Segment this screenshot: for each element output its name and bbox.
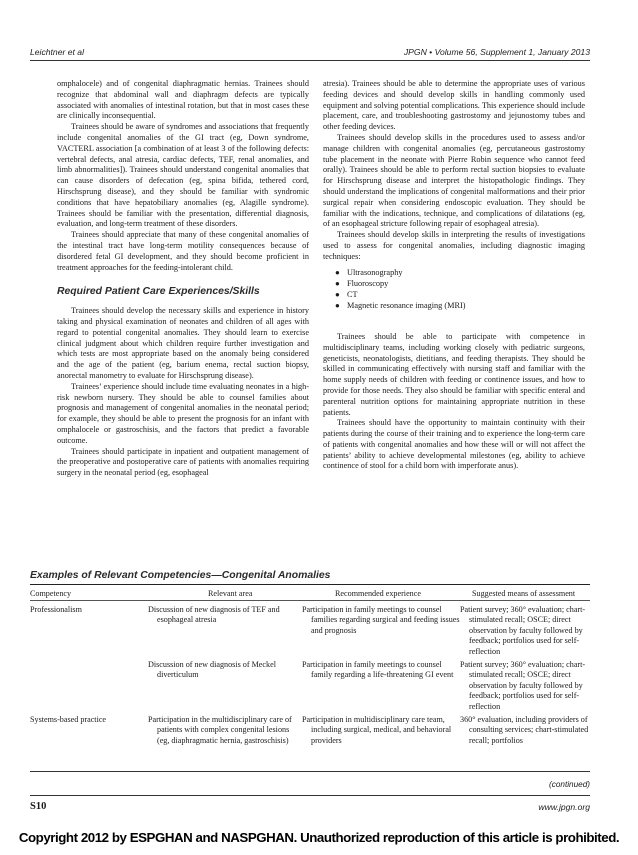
table-continued-note: (continued) — [549, 780, 590, 789]
cell-competency: Professionalism — [30, 605, 82, 614]
copyright-notice: Copyright 2012 by ESPGHAN and NASPGHAN. Unauthorized reproduction of this article is prohibited. — [18, 830, 620, 845]
cell-experience: Participation in multidisciplinary care team, including surgical, medical, and behavioral providers — [302, 715, 452, 745]
column-header: Relevant area — [208, 589, 253, 598]
table-top-rule — [30, 584, 590, 585]
running-header-authors: Leichtner et al — [30, 47, 84, 57]
right-column — [323, 79, 585, 472]
bullet-icon: ● — [335, 267, 340, 277]
running-header-journal: JPGN • Volume 56, Supplement 1, January 2013 — [403, 47, 590, 57]
paragraph: Trainees should participate in inpatient and outpatient management of the preoperative and postoperative care of patients with anomalies requiring surgery in the neonatal period (eg, esophageal — [57, 446, 309, 478]
paragraph: Trainees should develop the necessary skills and experience in history taking and physical examination of neonates and children of all ages with regard to potential congenital anomalies. They should learn to exercise clinical judgment about which children require further investigation and which tests are most appropriate based on the anomaly being considered and the age of the patient (eg, barium enema, rectal suction biopsy, anorectal manometry to evaluate for Hirschsprung disease). — [57, 306, 309, 380]
table-row — [30, 605, 590, 663]
cell-assessment: Patient survey; 360° evaluation; chart-stimulated recall; OSCE; direct observation by faculty followed by feedback; portfolios used for self-reflection — [460, 605, 586, 656]
table-row — [30, 715, 590, 775]
column-header: Recommended experience — [335, 589, 421, 598]
paragraph: Trainees’ experience should include time evaluating neonates in a high-risk newborn nursery. They should be able to counsel families about prognosis and management of congenital anomalies in the neonatal period; for example, they should be able to present the prognosis for an infant with omphalocele or gastroschisis, and the factors that predict a favorable outcome. — [57, 381, 309, 445]
table-title: Examples of Relevant Competencies—Congenital Anomalies — [30, 570, 331, 581]
imaging-techniques-list — [323, 267, 585, 311]
paragraph: Trainees should be aware of syndromes and associations that frequently include congenital anomalies of the GI tract (eg, Down syndrome, VACTERL association [a combination of at least 3 of the following defects: vertebral defects, anal atresia, cardiac defects, TEF, renal anomalies, and limb abnormalities]). Trainees should understand congenital anomalies that can cause disorders of defecation (eg, spina bifida, tethered cord, Hirschsprung disease), and they should be familiar with syndromic conditions that have hepatobiliary anomalies (eg, Alagille syndrome). Trainees should be familiar with the presentation, differential diagnosis, evaluation, and long-term treatment of these disorders. — [57, 122, 309, 229]
paragraph: omphalocele) and of congenital diaphragmatic hernias. Trainees should recognize that abdominal wall and diaphragm defects are typically associated with anomalies of intestinal rotation, but that in most cases these are clinically inconsequential. — [57, 79, 309, 121]
column-header: Suggested means of assessment — [472, 589, 576, 598]
cell-area: Discussion of new diagnosis of TEF and esophageal atresia — [148, 605, 280, 625]
table-bottom-rule — [30, 771, 590, 772]
list-item: ● Magnetic resonance imaging (MRI) — [335, 300, 466, 310]
bullet-icon: ● — [335, 300, 340, 310]
cell-assessment: 360° evaluation, including providers of consulting services; chart-stimulated recall; portfolios — [460, 715, 589, 745]
cell-competency: Systems-based practice — [30, 715, 107, 724]
paragraph: Trainees should have the opportunity to maintain continuity with their patients during the course of their training and to experience the long-term care of patients with congenital anomalies and how these will or will not affect the patients’ ability to achieve developmental milestones (eg, ability to achieve continence of stool for a child born with imperforate anus). — [323, 418, 585, 471]
cell-assessment: Patient survey; 360° evaluation; chart-stimulated recall; OSCE; direct observation by faculty followed by feedback; portfolios used for self-reflection — [460, 660, 586, 711]
page-number: S10 — [30, 801, 47, 812]
header-rule — [30, 60, 590, 61]
paragraph: Trainees should develop skills in interpreting the results of investigations used to assess for congenital anomalies, including diagnostic imaging techniques: — [323, 230, 585, 261]
paragraph: Trainees should develop skills in the procedures used to assess and/or manage children with congenital anomalies (eg, percutaneous gastrostomy tube placement in the neonate with Pierre Robin sequence who cannot feed orally). Trainees should be able to perform rectal suction biopsies to evaluate for Hirschsprung disease and interpret the histopathologic findings. They should understand the implications of congenital malformations and their prior surgical repair when considering endoscopic evaluation. They should be familiar with the indications, technique, and complications of dilatations (eg, of an esophageal stricture following repair of esophageal atresia). — [323, 132, 585, 229]
journal-url: www.jpgn.org — [538, 802, 590, 812]
bullet-icon: ● — [335, 278, 340, 288]
table-header-rule — [30, 600, 590, 601]
left-column — [57, 79, 309, 479]
column-header: Competency — [30, 589, 72, 598]
list-item: ● CT — [335, 289, 358, 299]
section-heading: Required Patient Care Experiences/Skills — [57, 286, 260, 298]
table-row — [30, 660, 590, 718]
cell-experience: Participation in family meetings to counsel family regarding a life-threatening GI event — [302, 660, 454, 680]
footer-rule — [30, 795, 590, 796]
paragraph: atresia). Trainees should be able to determine the appropriate uses of various feeding devices and should develop skills in handling commonly used equipment and solving potential complications. This experience should include placement, care, and troubleshooting gastrostomy and jejunostomy tubes and other feeding devices. — [323, 79, 585, 132]
list-item: ● Ultrasonography — [335, 267, 403, 277]
list-item: ● Fluoroscopy — [335, 278, 389, 288]
cell-experience: Participation in family meetings to counsel families regarding surgical and feeding issues and prognosis — [302, 605, 460, 635]
bullet-icon: ● — [335, 289, 340, 299]
paragraph: Trainees should appreciate that many of these congenital anomalies of the intestinal tract have long-term motility consequences because of disordered fetal GI development, and they should become proficient in treatment approaches for the feeding-intolerant child. — [57, 230, 309, 272]
cell-area: Participation in the multidisciplinary care of patients with complex congenital lesions (eg, diaphragmatic hernia, gastroschisis) — [148, 715, 292, 745]
paragraph: Trainees should be able to participate with competence in multidisciplinary teams, including working closely with pediatric surgeons, geneticists, neonatologists, dietitians, and feeding therapists. They should be skilled in communicating effectively with nursing staff and familiar with the home supply needs of children with feeding or continence issues, and how to provide for those needs. They also should be familiar with specific enteral and parenteral nutrition options for maintaining appropriate nutrition in these patients. — [323, 331, 585, 417]
cell-area: Discussion of new diagnosis of Meckel diverticulum — [148, 660, 276, 680]
